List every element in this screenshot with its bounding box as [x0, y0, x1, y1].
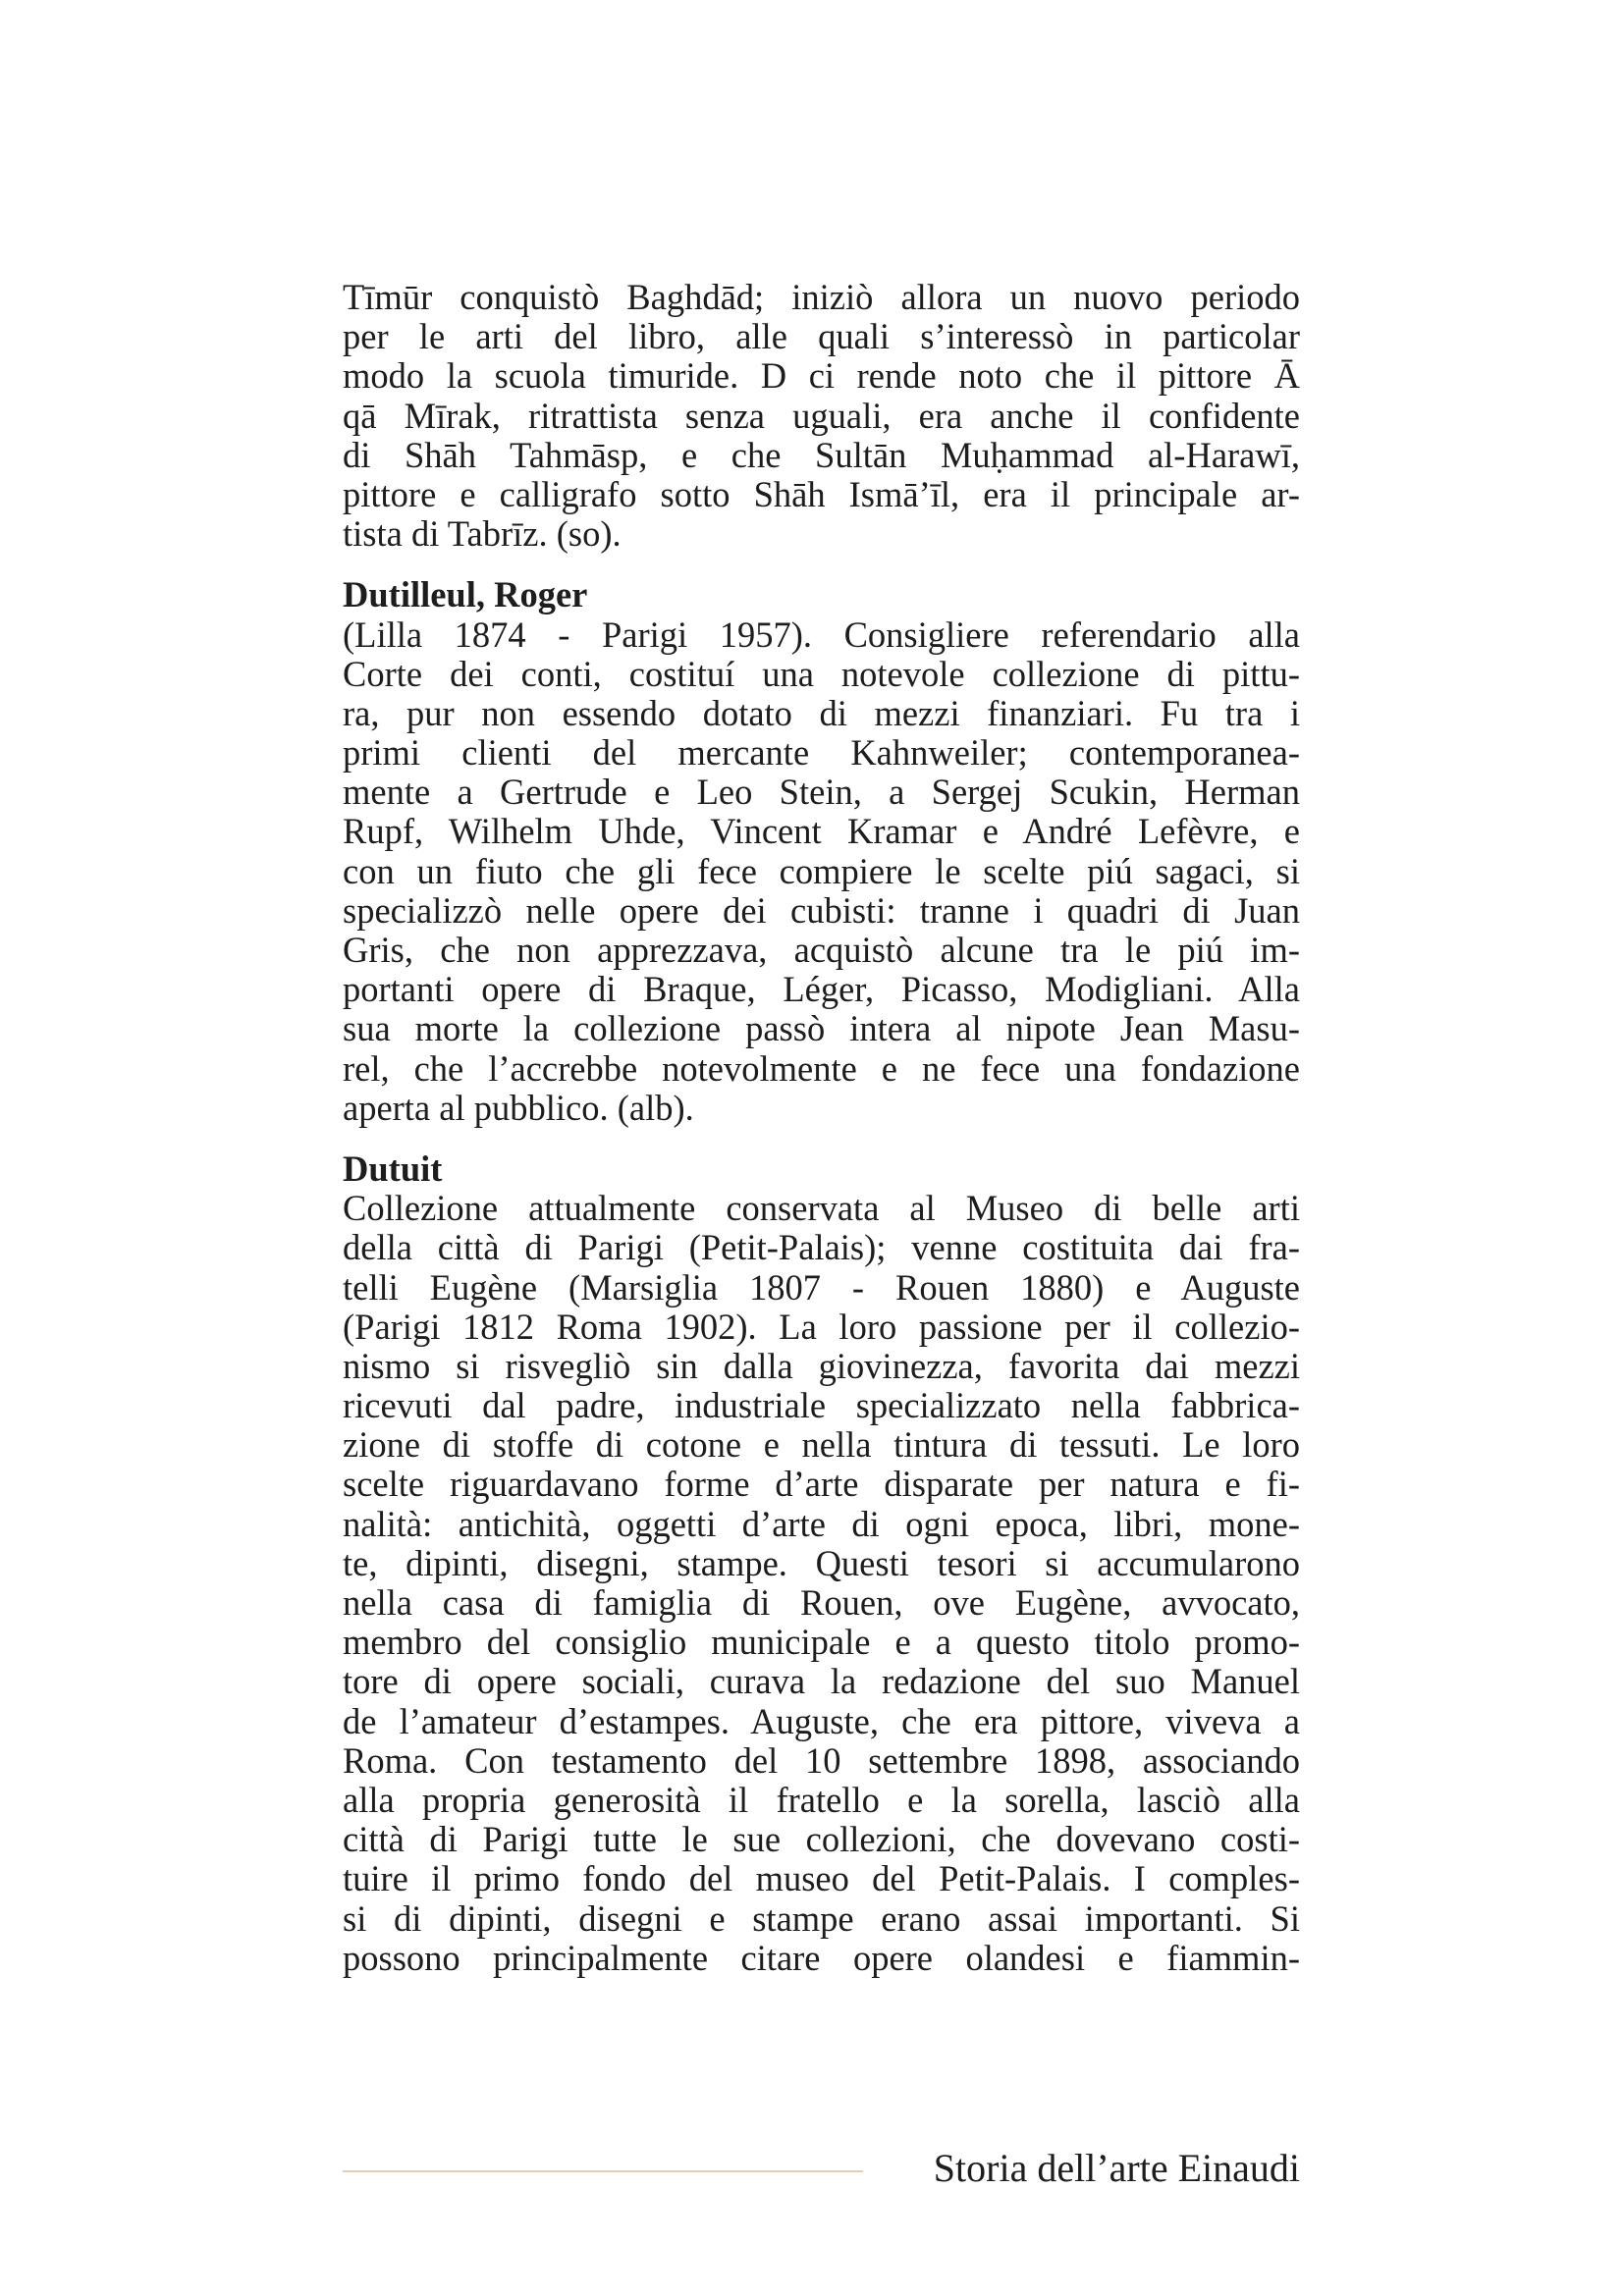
text-line: Tīmūr conquistò Baghdād; iniziò allora un nuovo periodo: [343, 277, 1300, 317]
text-line: Collezione attualmente conservata al Museo di belle arti: [343, 1188, 1300, 1229]
text-line: mente a Gertrude e Leo Stein, a Sergej Scukin, Herman: [343, 772, 1300, 813]
text-line: nismo si risvegliò sin dalla giovinezza, favorita dai mezzi: [343, 1345, 1300, 1386]
text-line: (Lilla 1874 - Parigi 1957). Consigliere referendario alla: [343, 614, 1300, 655]
text-line: tuire il primo fondo del museo del Petit-Palais. I comples-: [343, 1858, 1300, 1899]
text-line: zione di stoffe di cotone e nella tintura di tessuti. Le loro: [343, 1424, 1300, 1466]
text-line: tore di opere sociali, curava la redazione del suo Manuel: [343, 1661, 1300, 1702]
text-line: membro del consiglio municipale e a questo titolo promo-: [343, 1622, 1300, 1663]
entry-intro: [343, 278, 1300, 554]
text-line: ra, pur non essendo dotato di mezzi finanziari. Fu tra i: [343, 692, 1300, 733]
text-line: sua morte la collezione passò intera al nipote Jean Masu-: [343, 1008, 1300, 1049]
text-line: qā Mīrak, ritrattista senza uguali, era anche il confidente: [343, 395, 1300, 436]
text-line: tista di Tabrīz. (so).: [343, 513, 622, 555]
text-line: (Parigi 1812 Roma 1902). La loro passione per il collezio-: [343, 1306, 1300, 1347]
text-line: alla propria generosità il fratello e la sorella, lasciò alla: [343, 1779, 1300, 1820]
text-line: aperta al pubblico. (alb).: [343, 1087, 694, 1128]
text-line: rel, che l’accrebbe notevolmente e ne fece una fondazione: [343, 1047, 1300, 1089]
text-line: Rupf, Wilhelm Uhde, Vincent Kramar e André Lefèvre, e: [343, 811, 1300, 852]
text-line: pittore e calligrafo sotto Shāh Ismā’īl, era il principale ar-: [343, 473, 1300, 514]
entry-heading: Dutilleul, Roger: [343, 574, 588, 615]
text-line: primi clienti del mercante Kahnweiler; contemporanea-: [343, 732, 1300, 774]
text-line: Roma. Con testamento del 10 settembre 1898, associando: [343, 1739, 1300, 1781]
entry-dutilleul: [343, 575, 1300, 1128]
text-line: modo la scuola timuride. D ci rende noto che il pittore Ā: [343, 355, 1300, 397]
footer-title: Storia dell’arte Einaudi: [933, 2146, 1300, 2190]
text-line: nalità: antichità, oggetti d’arte di ogni epoca, libri, mone-: [343, 1503, 1300, 1544]
text-line: di Shāh Tahmāsp, e che Sultān Muḥammad al-Harawī,: [343, 434, 1300, 475]
text-line: Corte dei conti, costituí una notevole collezione di pittu-: [343, 653, 1300, 694]
text-line: della città di Parigi (Petit-Palais); venne costituita dai fra-: [343, 1227, 1300, 1268]
text-line: con un fiuto che gli fece compiere le scelte piú sagaci, si: [343, 850, 1300, 891]
text-line: si di dipinti, disegni e stampe erano assai importanti. Si: [343, 1897, 1300, 1939]
text-line: specializzò nelle opere dei cubisti: tranne i quadri di Juan: [343, 889, 1300, 931]
text-line: scelte riguardavano forme d’arte disparate per natura e fi-: [343, 1464, 1300, 1505]
text-line: per le arti del libro, alle quali s’interessò in particolar: [343, 316, 1300, 357]
text-line: possono principalmente citare opere olandesi e fiammin-: [343, 1937, 1300, 1978]
text-line: città di Parigi tutte le sue collezioni, che dovevano costi-: [343, 1819, 1300, 1860]
text-line: nella casa di famiglia di Rouen, ove Eugène, avvocato,: [343, 1582, 1300, 1623]
text-line: portanti opere di Braque, Léger, Picasso, Modigliani. Alla: [343, 969, 1300, 1010]
text-line: ricevuti dal padre, industriale specializzato nella fabbrica-: [343, 1385, 1300, 1426]
text-line: de l’amateur d’estampes. Auguste, che era pittore, viveva a: [343, 1700, 1300, 1741]
text-line: Gris, che non apprezzava, acquistò alcune tra le piú im-: [343, 930, 1300, 970]
footer-rule: [343, 2170, 863, 2172]
text-line: telli Eugène (Marsiglia 1807 - Rouen 1880) e Auguste: [343, 1266, 1300, 1308]
entry-dutuit: [343, 1149, 1300, 1978]
text-line: te, dipinti, disegni, stampe. Questi tesori si accumularono: [343, 1542, 1300, 1583]
text-column: [343, 278, 1300, 1978]
entry-heading: Dutuit: [343, 1148, 443, 1189]
